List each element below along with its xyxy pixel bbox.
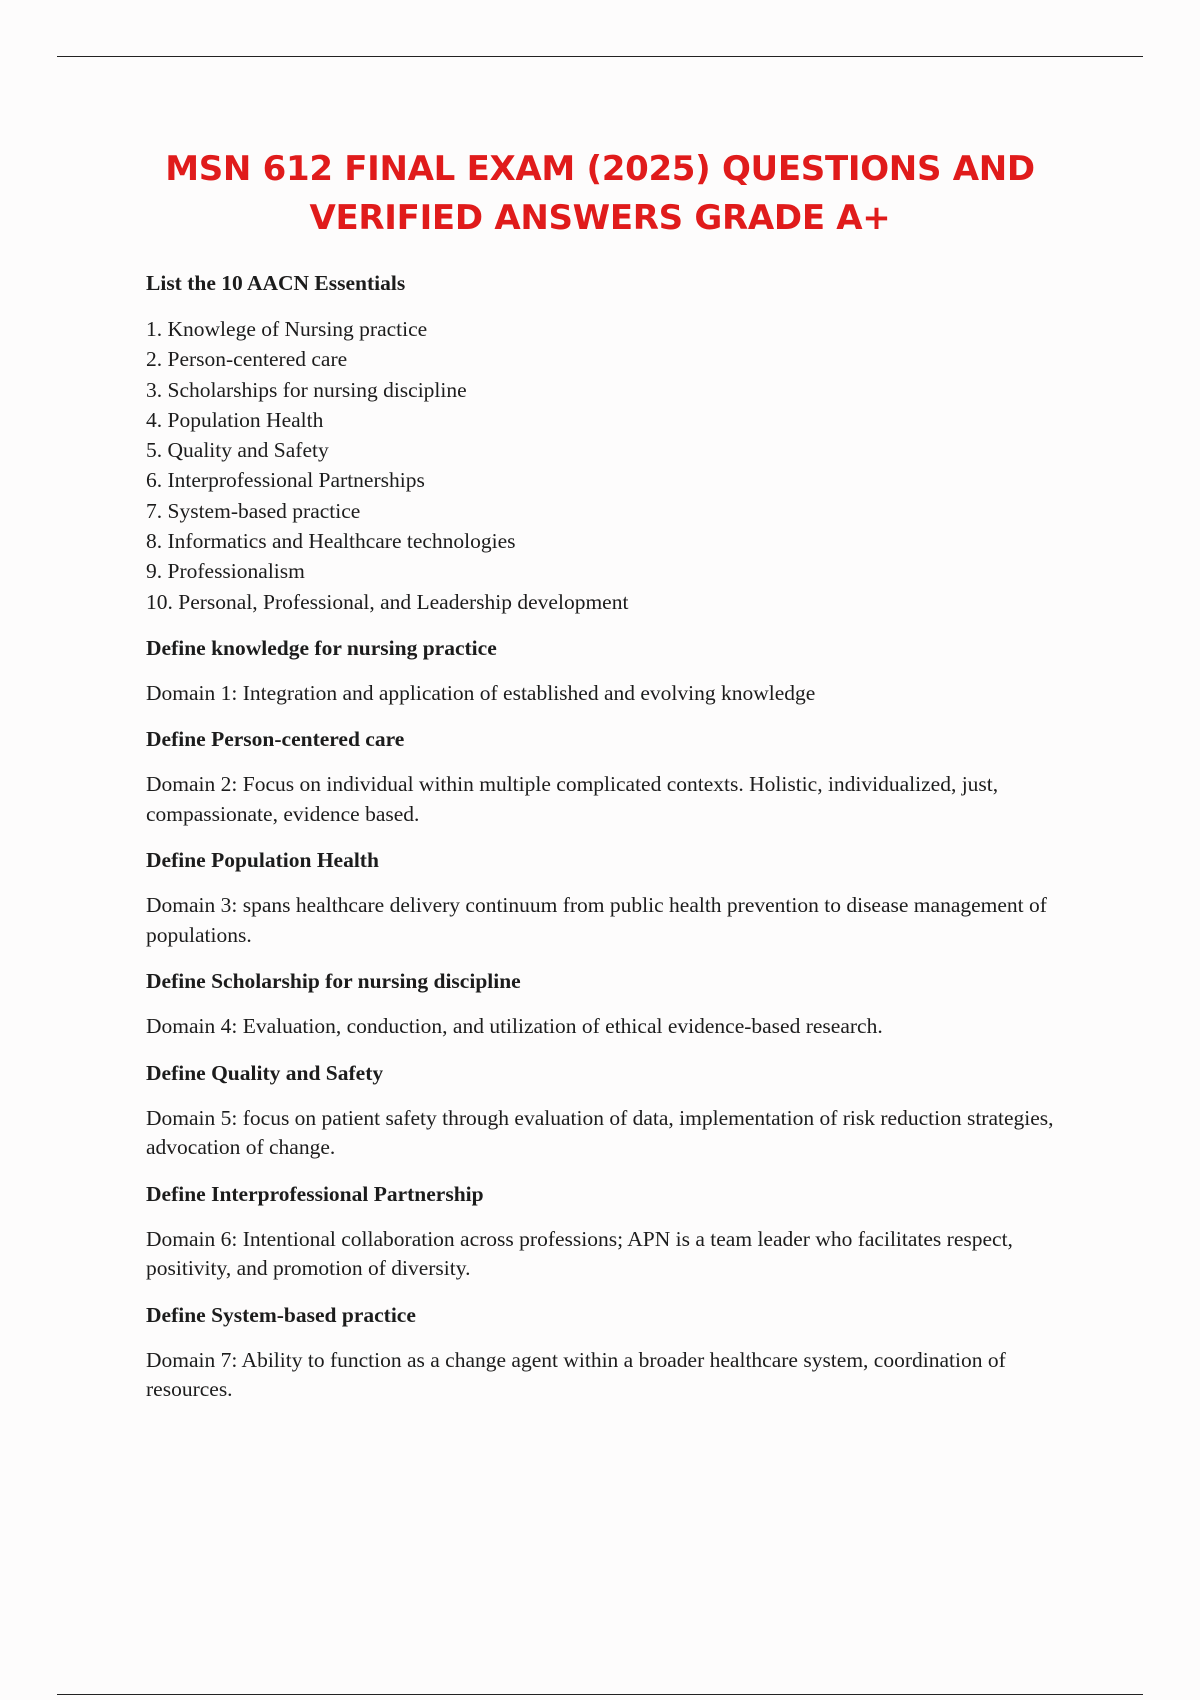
essentials-list <box>146 314 1096 617</box>
answer-text: Domain 7: Ability to function as a change agent within a broader healthcare system, coordination of resources. <box>146 1347 1006 1402</box>
header-rule <box>57 56 1143 57</box>
list-item: 8. Informatics and Healthcare technologies <box>146 529 516 554</box>
question-heading: Define Scholarship for nursing discipline <box>146 969 521 994</box>
answer-text: Domain 6: Intentional collaboration across professions; APN is a team leader who facilitates respect, positivity, and promotion of diversity. <box>146 1226 1013 1281</box>
answer-text: Domain 3: spans healthcare delivery continuum from public health prevention to disease management of populations. <box>146 893 1047 947</box>
document-title: MSN 612 FINAL EXAM (2025) QUESTIONS AND VERIFIED ANSWERS GRADE A+ <box>165 149 1035 238</box>
answer-text: Domain 5: focus on patient safety through evaluation of data, implementation of risk reduction strategies, advocation of change. <box>146 1105 1054 1160</box>
list-item: 3. Scholarships for nursing discipline <box>146 377 467 402</box>
answer-text: Domain 4: Evaluation, conduction, and utilization of ethical evidence-based research. <box>146 1014 883 1039</box>
list-item: 2. Person-centered care <box>146 347 348 372</box>
question-heading: Define Quality and Safety <box>146 1060 384 1085</box>
footer-rule <box>57 1694 1143 1695</box>
question-heading: Define Person-centered care <box>146 727 405 752</box>
answer-text: Domain 1: Integration and application of established and evolving knowledge <box>146 680 816 705</box>
list-item: 1. Knowlege of Nursing practice <box>146 317 428 341</box>
list-item: 5. Quality and Safety <box>146 438 329 463</box>
question-heading: Define Interprofessional Partnership <box>146 1181 484 1206</box>
question-heading: Define System-based practice <box>146 1302 416 1327</box>
list-item: 7. System-based practice <box>146 498 361 523</box>
list-item: 6. Interprofessional Partnerships <box>146 468 425 493</box>
answer-text: Domain 2: Focus on individual within multiple complicated contexts. Holistic, individualized, just, compassionate, evidence based. <box>146 772 999 826</box>
list-item: 9. Professionalism <box>146 559 305 584</box>
list-item: 4. Population Health <box>146 407 324 432</box>
question-heading: Define Population Health <box>146 848 379 873</box>
question-heading: Define knowledge for nursing practice <box>146 635 497 660</box>
list-item: 10. Personal, Professional, and Leadership development <box>146 589 629 614</box>
question-essentials: List the 10 AACN Essentials <box>146 271 406 295</box>
document-body <box>146 268 1096 1421</box>
